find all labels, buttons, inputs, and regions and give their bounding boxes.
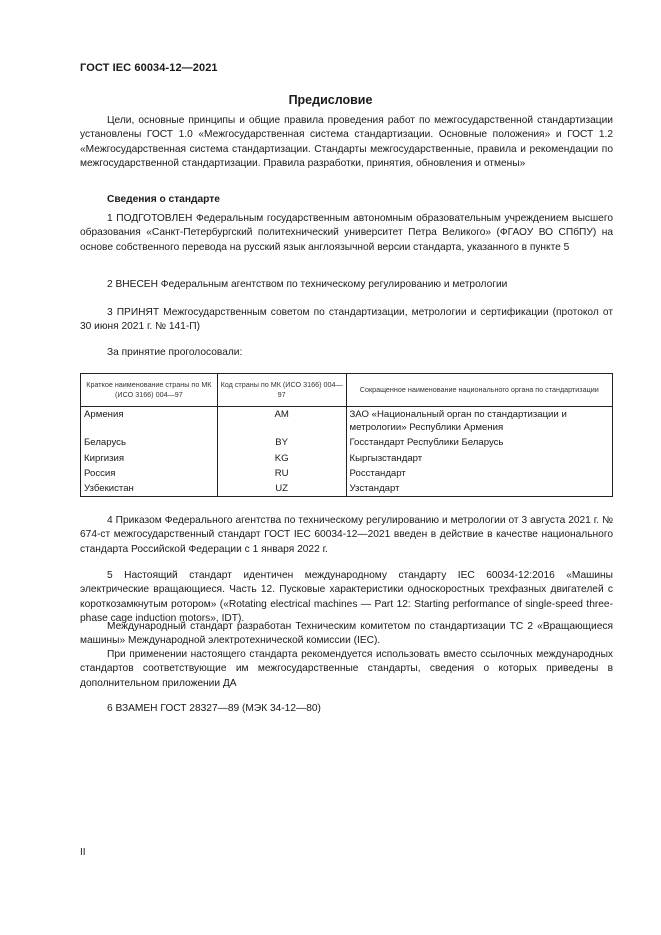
intro-paragraph: Цели, основные принципы и общие правила проведения работ по межгосударственной стандартизации установлены ГОСТ 1.0 «Межгосударственная система стандартизации. Основные положения» и ГОСТ 1.2 «Межгосударственная система стандартизации. Стандарты межгосударственные, правила и рекомендации по межгосударственной стандартизации. Правила разработки, принятия, обновления и отмены» [80, 115, 613, 170]
authority-cell: ЗАО «Национальный орган по стандартизации и метрологии» Республики Армения [346, 407, 613, 436]
section-title: Предисловие [288, 93, 373, 107]
paragraph-3: 3 ПРИНЯТ Межгосударственным советом по стандартизации, метрологии и сертификации (протокол от 30 июня 2021 г. № 141-П) [80, 307, 613, 333]
table-row [81, 407, 613, 436]
code-cell: UZ [217, 481, 346, 497]
table-row [81, 435, 613, 450]
paragraph-5-committee: Международный стандарт разработан Техническим комитетом по стандартизации TC 2 «Вращающиеся машины» Международной электротехнической комиссии (IEC). [80, 621, 613, 647]
code-cell: AM [217, 407, 346, 436]
subsection-title: Сведения о стандарте [107, 194, 220, 205]
paragraph-5: 5 Настоящий стандарт идентичен международному стандарту IEC 60034-12:2016 «Машины электрические вращающиеся. Часть 12. Пусковые характеристики односкоростных трехфазных двигателей с короткозамкнутым ротором» («Rotating electrical machines — Part 12: Starting performance of single-speed three-phase cage induction motors», IDT). [80, 570, 613, 625]
code-cell: BY [217, 435, 346, 450]
country-cell: Узбекистан [81, 481, 218, 497]
code-cell: RU [217, 466, 346, 481]
country-cell: Армения [81, 407, 218, 436]
authority-cell: Госстандарт Республики Беларусь [346, 435, 613, 450]
country-cell: Беларусь [81, 435, 218, 450]
paragraph-5-application: При применении настоящего стандарта рекомендуется использовать вместо ссылочных международных стандартов соответствующие им межгосударственные стандарты, сведения о которых приведены в дополнительном приложении ДА [80, 649, 613, 689]
authority-cell: Кыргызстандарт [346, 451, 613, 466]
standard-code-header: ГОСТ IEC 60034-12—2021 [80, 62, 218, 74]
paragraph-6: 6 ВЗАМЕН ГОСТ 28327—89 (МЭК 34-12—80) [107, 703, 321, 714]
paragraph-4: 4 Приказом Федерального агентства по техническому регулированию и метрологии от 3 августа 2021 г. № 674-ст межгосударственный стандарт ГОСТ IEC 60034-12—2021 введен в действие в качестве национального стандарта Российской Федерации с 1 января 2022 г. [80, 515, 613, 555]
table-row [81, 481, 613, 497]
table-row [81, 466, 613, 481]
authority-cell: Узстандарт [346, 481, 613, 497]
country-cell: Россия [81, 466, 218, 481]
authority-cell: Росстандарт [346, 466, 613, 481]
paragraph-2: 2 ВНЕСЕН Федеральным агентством по техническому регулированию и метрологии [107, 279, 508, 290]
column-header-country: Краткое наименование страны по МК (ИСО 3166) 004—97 [81, 374, 218, 407]
page-number: II [80, 847, 86, 858]
countries-table [80, 373, 613, 497]
column-header-authority: Сокращенное наименование национального органа по стандартизации [346, 374, 613, 407]
table-row [81, 451, 613, 466]
country-cell: Киргизия [81, 451, 218, 466]
paragraph-1: 1 ПОДГОТОВЛЕН Федеральным государственным автономным образовательным учреждением высшего образования «Санкт-Петербургский политехнический университет Петра Великого» (ФГАОУ ВО СПбПУ) на основе собственного перевода на русский язык англоязычной версии стандарта, указанного в пункте 5 [80, 213, 613, 253]
code-cell: KG [217, 451, 346, 466]
table-header-row [81, 374, 613, 407]
voted-label: За принятие проголосовали: [107, 347, 243, 358]
column-header-code: Код страны по МК (ИСО 3166) 004—97 [217, 374, 346, 407]
